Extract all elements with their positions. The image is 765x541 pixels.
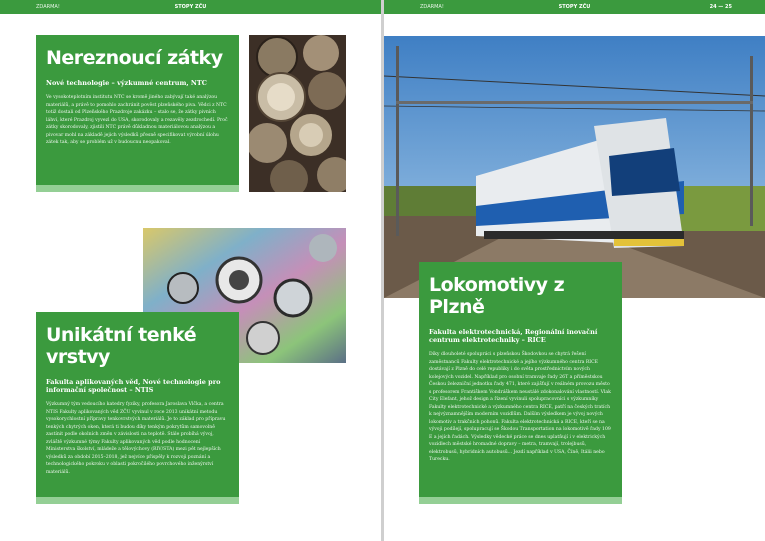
accent-strip bbox=[36, 497, 239, 504]
article-body: Výzkumný tým vedoucího katedry fyziky, profesora Jaroslava Vlčka, a centra NTIS Fakulty aplikovaných věd ZČU vyvinul v roce 2013 unikátní metodu vysokorychlostní přípravy tenkovrstvých materiálů. Je to základ pro přípravu tenkých chytrých oken, která ti budou díky tenkým pokrytům samovolně zastínit podle okolních změn v závislosti na teplotě. Stále probíhá vývoj, zvláště výzkumné týmy Fakulty aplikovaných věd podle hodnocení Ministerstva školství, mládeže a tělovýchovy (RIV/STA) mezi pět nejlepších výsledků za období 2015–2018, jež nejvíce přispěly k rozvoji poznání a technologického pokroku v oblasti pokročilého povrchového inženýrství materiálů. bbox=[46, 402, 226, 475]
accent-strip bbox=[36, 185, 239, 192]
article-title: Nereznoucí zátky bbox=[46, 47, 223, 69]
left-header-bar bbox=[0, 0, 381, 14]
article-subtitle: Fakulta aplikovaných věd, Nové technologie pro informační společnost – NTIS bbox=[46, 378, 221, 394]
city-elefant-train-photo bbox=[384, 36, 765, 298]
edition-label: ZDARMA! bbox=[420, 4, 444, 10]
article-body: Díky dlouholeté spolupráci s plzeňskou Škodovkou se chytrá řešení zaměstnanců Fakulty elektrotechnické a jejího výzkumného centra RICE dostávají z Plzně do celé republiky i do světa prostřednictvím nových kolejových vozidel. Například pro osobní tramvaje řady 26T a příměstskou Českou železniční jednotku řady 471, které zajišťují v reálném provozu město s profesorem Františkem Vondráškem neustálé zdokonalování vlastností. Vlak City Elefant, jehož design a řízení vyvinuli spolupracovníci s výzkumníky Fakulty elektrotechnické a výzkumného centra RICE, patří na českých tratích k nejvýznamnějším moderním vozidlům. Dalším výsledkem je vývoj nových lokomotiv a trakčních pohonů. Fakulta elektrotechnická a RICE, kteří se na vývoji podílejí, spolupracují se Škodou Transportation na lokomotivě řady 109 E a jejích řadách. Výsledky vědecké práce se dnes uplatňují i v elektrických vozidlech městské hromadné dopravy – metra, tramvají, trolejbusů, elektrobusů, hybridních autobusů... Jezdí například v USA, Číně, Itálii nebo Turecku. bbox=[429, 352, 611, 462]
article-lokomotivy bbox=[419, 262, 622, 504]
bottle-caps-photo bbox=[249, 35, 346, 192]
article-zatky bbox=[36, 35, 239, 192]
right-header-bar bbox=[384, 0, 765, 14]
article-title: Unikátní tenké vrstvy bbox=[46, 324, 197, 368]
article-subtitle: Fakulta elektrotechnická, Regionální inovační centrum elektrotechniky – RICE bbox=[429, 328, 598, 344]
article-body: Ve vysokoteplotním institutu NTC se kromě jiného zabývají také analýzou materiálů, a právě to pomohlo zachránit pověst plzeňského piva. Vědci z NTC totiž dostali od Plzeňského Prazdroje zakázku – stalo se, že zátky pivních láhví, které Prazdroj vyvezl do USA, skorodovaly a rezavěly zezdrochedí. Proč zátky skorodovaly, zjistili NTC právě důkladnou materiálovou analýzou a pivovar mohl na základě jejich výsledků přesně specifikovat výrobní úlohu zátek tak, aby se problém už v budoucnu neopakoval. bbox=[46, 95, 228, 145]
page-numbers: 24 — 25 bbox=[709, 4, 732, 10]
article-vrstvy bbox=[36, 312, 239, 504]
article-subtitle: Nové technologie – výzkumné centrum, NTC bbox=[46, 79, 207, 87]
right-page bbox=[384, 0, 765, 541]
section-label: STOPY ZČU bbox=[558, 4, 591, 10]
article-title: Lokomotivy z Plzně bbox=[429, 274, 565, 318]
edition-label: ZDARMA! bbox=[36, 4, 60, 10]
section-label: STOPY ZČU bbox=[174, 4, 207, 10]
left-page bbox=[0, 0, 381, 541]
accent-strip bbox=[419, 497, 622, 504]
